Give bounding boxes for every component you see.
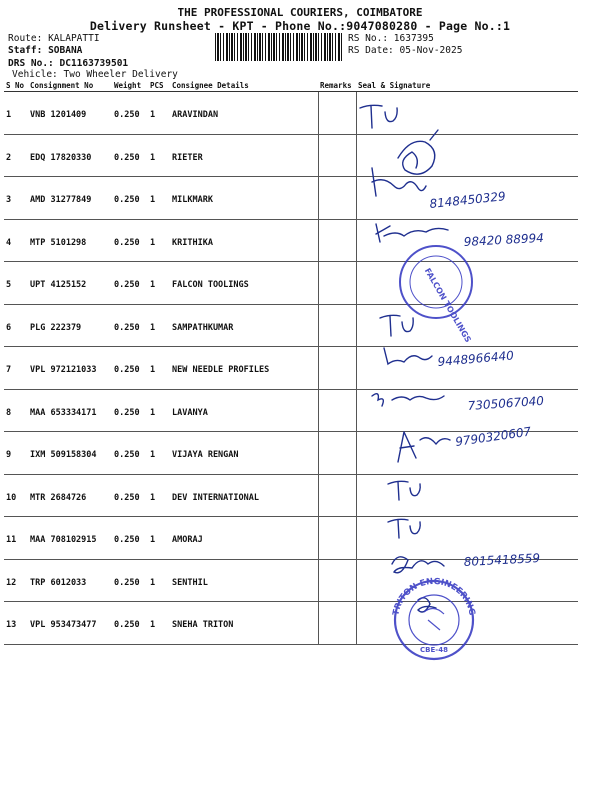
cell-remarks xyxy=(318,389,356,432)
cell-weight: 0.250 xyxy=(112,177,148,220)
cell-remarks xyxy=(318,134,356,177)
cell-weight: 0.250 xyxy=(112,474,148,517)
cell-consignment: EDQ 17820330 xyxy=(28,134,112,177)
cell-signature xyxy=(356,432,578,475)
cell-remarks xyxy=(318,347,356,390)
cell-signature xyxy=(356,134,578,177)
cell-remarks xyxy=(318,602,356,645)
handwritten-phone-4: 98420 88994 xyxy=(463,230,545,249)
cell-signature xyxy=(356,262,578,305)
cell-signature xyxy=(356,559,578,602)
cell-remarks xyxy=(318,517,356,560)
table-row xyxy=(4,559,578,602)
rs-date-line: RS Date: 05-Nov-2025 xyxy=(348,45,463,56)
table-row xyxy=(4,517,578,560)
cell-remarks xyxy=(318,432,356,475)
cell-consignee: RIETER xyxy=(170,134,318,177)
cell-pcs: 1 xyxy=(148,177,170,220)
cell-consignee: SNEHA TRITON xyxy=(170,602,318,645)
table-row xyxy=(4,134,578,177)
cell-remarks xyxy=(318,92,356,135)
cell-consignment: MAA 708102915 xyxy=(28,517,112,560)
cell-pcs: 1 xyxy=(148,432,170,475)
cell-sno: 11 xyxy=(4,517,28,560)
cell-sno: 13 xyxy=(4,602,28,645)
cell-consignee: SAMPATHKUMAR xyxy=(170,304,318,347)
cell-weight: 0.250 xyxy=(112,92,148,135)
cell-consignment: PLG 222379 xyxy=(28,304,112,347)
cell-remarks xyxy=(318,559,356,602)
cell-sno: 5 xyxy=(4,262,28,305)
table-row xyxy=(4,432,578,475)
cell-pcs: 1 xyxy=(148,347,170,390)
handwritten-phone-12: 8015418559 xyxy=(463,551,541,569)
cell-consignment: MTP 5101298 xyxy=(28,219,112,262)
table-row xyxy=(4,92,578,135)
rs-no-line: RS No.: 1637395 xyxy=(348,33,434,44)
cell-pcs: 1 xyxy=(148,262,170,305)
staff-line: Staff: SOBANA xyxy=(8,45,83,56)
cell-remarks xyxy=(318,262,356,305)
rs-date-value: 05-Nov-2025 xyxy=(399,45,463,56)
route-value: KALAPATTI xyxy=(48,33,100,44)
staff-value: SOBANA xyxy=(48,45,83,56)
table-row xyxy=(4,262,578,305)
svg-text:CBE-48: CBE-48 xyxy=(420,646,448,654)
cell-consignment: VPL 953473477 xyxy=(28,602,112,645)
cell-consignee: FALCON TOOLINGS xyxy=(170,262,318,305)
handwritten-phone-8: 7305067040 xyxy=(467,393,545,413)
svg-text:FALCON TOOLINGS: FALCON TOOLINGS xyxy=(422,266,473,345)
cell-sno: 12 xyxy=(4,559,28,602)
table-header xyxy=(4,79,578,92)
route-line: Route: KALAPATTI xyxy=(8,33,100,44)
runsheet-table xyxy=(4,79,578,645)
table-row xyxy=(4,602,578,645)
cell-signature xyxy=(356,517,578,560)
cell-signature xyxy=(356,92,578,135)
handwritten-phone-7: 9448966440 xyxy=(437,348,515,369)
cell-sno: 8 xyxy=(4,389,28,432)
table-row xyxy=(4,474,578,517)
cell-sno: 2 xyxy=(4,134,28,177)
vehicle-value: Two Wheeler Delivery xyxy=(63,69,178,80)
cell-consignee: LAVANYA xyxy=(170,389,318,432)
cell-consignment: VPL 972121033 xyxy=(28,347,112,390)
handwritten-phone-3: 8148450329 xyxy=(428,189,507,211)
svg-text:TRITON ENGINEERING: TRITON ENGINEERING xyxy=(391,576,477,617)
cell-consignee: AMORAJ xyxy=(170,517,318,560)
cell-signature xyxy=(356,219,578,262)
table-row xyxy=(4,347,578,390)
cell-consignee: SENTHIL xyxy=(170,559,318,602)
cell-signature xyxy=(356,389,578,432)
cell-sno: 3 xyxy=(4,177,28,220)
runsheet-title: Delivery Runsheet - KPT - Phone No.:9047080280 - Page No.:1 xyxy=(89,19,511,33)
cell-consignee: ARAVINDAN xyxy=(170,92,318,135)
cell-weight: 0.250 xyxy=(112,304,148,347)
cell-pcs: 1 xyxy=(148,134,170,177)
cell-consignment: MAA 653334171 xyxy=(28,389,112,432)
cell-remarks xyxy=(318,304,356,347)
vehicle-line: Vehicle: Two Wheeler Delivery xyxy=(12,69,178,80)
cell-pcs: 1 xyxy=(148,389,170,432)
cell-consignee: VIJAYA RENGAN xyxy=(170,432,318,475)
cell-signature xyxy=(356,304,578,347)
cell-pcs: 1 xyxy=(148,304,170,347)
table-row xyxy=(4,219,578,262)
col-remarks: Remarks xyxy=(318,79,356,92)
cell-signature xyxy=(356,602,578,645)
handwritten-phone-9: 9790320607 xyxy=(454,424,533,449)
cell-signature xyxy=(356,474,578,517)
cell-sno: 9 xyxy=(4,432,28,475)
cell-consignment: AMD 31277849 xyxy=(28,177,112,220)
cell-weight: 0.250 xyxy=(112,432,148,475)
cell-sno: 1 xyxy=(4,92,28,135)
cell-pcs: 1 xyxy=(148,602,170,645)
cell-pcs: 1 xyxy=(148,559,170,602)
cell-pcs: 1 xyxy=(148,92,170,135)
cell-weight: 0.250 xyxy=(112,389,148,432)
drs-line: DRS No.: DC1163739501 xyxy=(8,58,129,69)
drs-value: DC1163739501 xyxy=(59,58,129,69)
cell-consignee: KRITHIKA xyxy=(170,219,318,262)
cell-remarks xyxy=(318,219,356,262)
cell-signature xyxy=(356,347,578,390)
cell-weight: 0.250 xyxy=(112,559,148,602)
cell-consignment: MTR 2684726 xyxy=(28,474,112,517)
cell-weight: 0.250 xyxy=(112,347,148,390)
cell-consignee: NEW NEEDLE PROFILES xyxy=(170,347,318,390)
col-pcs: PCS xyxy=(148,79,170,92)
table-row xyxy=(4,389,578,432)
cell-sno: 10 xyxy=(4,474,28,517)
cell-signature xyxy=(356,177,578,220)
cell-weight: 0.250 xyxy=(112,219,148,262)
cell-weight: 0.250 xyxy=(112,602,148,645)
cell-consignee: MILKMARK xyxy=(170,177,318,220)
rs-no-value: 1637395 xyxy=(393,33,434,44)
cell-consignment: UPT 4125152 xyxy=(28,262,112,305)
cell-sno: 7 xyxy=(4,347,28,390)
cell-sno: 4 xyxy=(4,219,28,262)
col-consignment: Consignment No xyxy=(28,79,112,92)
cell-consignee: DEV INTERNATIONAL xyxy=(170,474,318,517)
cell-pcs: 1 xyxy=(148,219,170,262)
cell-remarks xyxy=(318,177,356,220)
table-row xyxy=(4,177,578,220)
cell-sno: 6 xyxy=(4,304,28,347)
cell-weight: 0.250 xyxy=(112,134,148,177)
col-weight: Weight xyxy=(112,79,148,92)
cell-pcs: 1 xyxy=(148,474,170,517)
barcode xyxy=(215,33,342,61)
col-sno: S No xyxy=(4,79,28,92)
col-signature: Seal & Signature xyxy=(356,79,578,92)
cell-weight: 0.250 xyxy=(112,517,148,560)
cell-pcs: 1 xyxy=(148,517,170,560)
cell-remarks xyxy=(318,474,356,517)
cell-consignment: VNB 1201409 xyxy=(28,92,112,135)
cell-consignment: TRP 6012033 xyxy=(28,559,112,602)
col-consignee: Consignee Details xyxy=(170,79,318,92)
table-row xyxy=(4,304,578,347)
cell-consignment: IXM 509158304 xyxy=(28,432,112,475)
company-name: THE PROFESSIONAL COURIERS, COIMBATORE xyxy=(177,6,423,19)
cell-weight: 0.250 xyxy=(112,262,148,305)
